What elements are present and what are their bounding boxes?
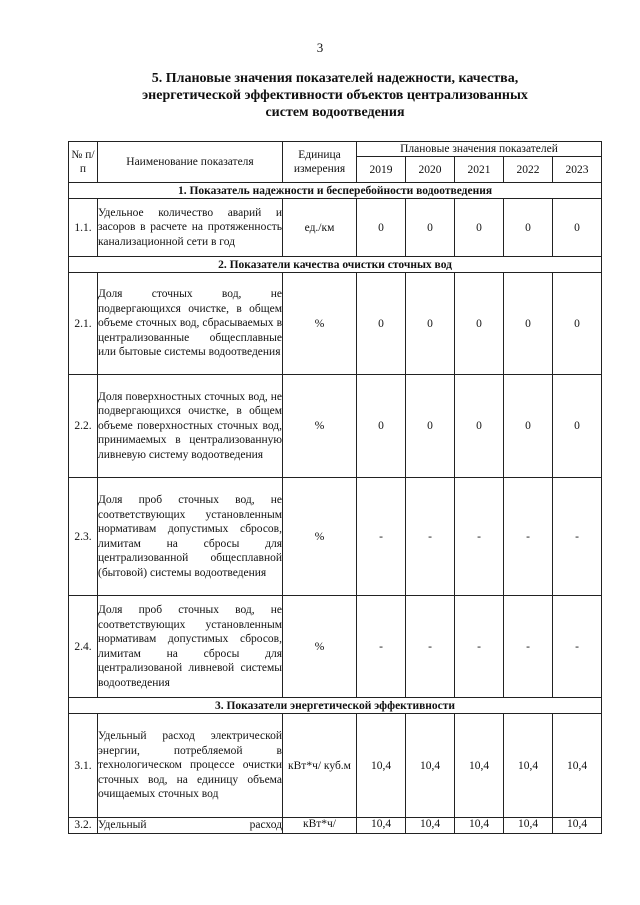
header-year: 2021 [455, 157, 504, 183]
value-cell: 0 [553, 375, 602, 478]
header-year: 2019 [357, 157, 406, 183]
table-row [69, 478, 602, 596]
value-cell: - [357, 478, 406, 596]
unit-cell: % [283, 596, 357, 698]
header-year: 2023 [553, 157, 602, 183]
value-cell: - [357, 596, 406, 698]
row-number: 1.1. [69, 199, 98, 257]
value-cell: 10,4 [357, 714, 406, 818]
indicators-table [68, 141, 602, 834]
value-cell: 10,4 [504, 818, 553, 834]
value-cell: 0 [504, 375, 553, 478]
value-cell: 0 [406, 199, 455, 257]
row-number: 2.1. [69, 273, 98, 375]
table-row [69, 596, 602, 698]
section-title [100, 70, 570, 121]
indicator-name: Доля проб сточных вод, не соответствующих установленным нормативам допустимых сбросов, лимитам на сбросы для централизованой ливневой системы водоотведения [98, 596, 283, 698]
row-number: 3.1. [69, 714, 98, 818]
row-number: 2.2. [69, 375, 98, 478]
table-row [69, 714, 602, 818]
value-cell: 10,4 [455, 714, 504, 818]
row-number: 3.2. [69, 818, 98, 834]
value-cell: 0 [455, 273, 504, 375]
indicator-name: Доля поверхностных сточных вод, не подвергающихся очистке, в общем объеме поверхностных сточных вод, принимаемых в централизованную ливневую систему водоотведения [98, 375, 283, 478]
header-unit: Единица измерения [283, 142, 357, 183]
value-cell: 0 [406, 273, 455, 375]
indicator-name: Удельный расход [98, 819, 282, 831]
value-cell: 10,4 [553, 818, 602, 834]
value-cell: - [406, 478, 455, 596]
unit-cell: кВт*ч/ [283, 818, 357, 834]
unit-cell: ед./км [283, 199, 357, 257]
title-line-3: систем водоотведения [265, 105, 405, 120]
value-cell: 10,4 [553, 714, 602, 818]
value-cell: 0 [455, 375, 504, 478]
header-year: 2022 [504, 157, 553, 183]
value-cell: 10,4 [504, 714, 553, 818]
section-row [69, 257, 602, 273]
unit-cell: % [283, 375, 357, 478]
row-number: 2.3. [69, 478, 98, 596]
value-cell: 10,4 [406, 714, 455, 818]
value-cell: - [553, 596, 602, 698]
indicator-name: Удельное количество аварий и засоров в расчете на протяженность канализационной сети в год [98, 199, 283, 257]
value-cell: 0 [357, 199, 406, 257]
value-cell: 10,4 [406, 818, 455, 834]
section-row [69, 183, 602, 199]
indicator-name: Доля сточных вод, не подвергающихся очистке, в общем объеме сточных вод, сбрасываемых в централизованные общесплавные или бытовые системы водоотведения [98, 273, 283, 375]
row-number: 2.4. [69, 596, 98, 698]
title-line-2: энергетической эффективности объектов централизованных [142, 88, 528, 103]
table-row [69, 273, 602, 375]
value-cell: 10,4 [357, 818, 406, 834]
indicator-name: Удельный расход электрической энергии, потребляемой в технологическом процессе очистки сточных вод, на единицу объема очищаемых сточных вод [98, 714, 283, 818]
value-cell: 0 [406, 375, 455, 478]
title-line-1: 5. Плановые значения показателей надежности, качества, [151, 71, 519, 86]
unit-cell: % [283, 273, 357, 375]
value-cell: 0 [357, 375, 406, 478]
value-cell: 0 [553, 199, 602, 257]
page-number: 3 [316, 40, 324, 55]
value-cell: - [455, 478, 504, 596]
header-num: № п/п [69, 142, 98, 183]
value-cell: 10,4 [455, 818, 504, 834]
unit-cell: кВт*ч/ куб.м [283, 714, 357, 818]
table-row [69, 199, 602, 257]
section-heading: 1. Показатель надежности и бесперебойности водоотведения [69, 183, 602, 199]
header-year: 2020 [406, 157, 455, 183]
header-name: Наименование показателя [98, 142, 283, 183]
value-cell: - [455, 596, 504, 698]
value-cell: 0 [504, 273, 553, 375]
value-cell: 0 [357, 273, 406, 375]
value-cell: 0 [504, 199, 553, 257]
unit-cell: % [283, 478, 357, 596]
value-cell: - [504, 478, 553, 596]
section-row [69, 698, 602, 714]
value-cell: - [406, 596, 455, 698]
section-heading: 3. Показатели энергетической эффективности [69, 698, 602, 714]
section-heading: 2. Показатели качества очистки сточных вод [69, 257, 602, 273]
value-cell: - [504, 596, 553, 698]
value-cell: 0 [455, 199, 504, 257]
indicator-name: Доля проб сточных вод, не соответствующих установленным нормативам допустимых сбросов, лимитам на сбросы для централизованной общесплавной (бытовой) системы водоотведения [98, 478, 283, 596]
header-plan-values: Плановые значения показателей [357, 142, 602, 157]
table-row [69, 375, 602, 478]
value-cell: - [553, 478, 602, 596]
value-cell: 0 [553, 273, 602, 375]
table-row [69, 818, 602, 834]
